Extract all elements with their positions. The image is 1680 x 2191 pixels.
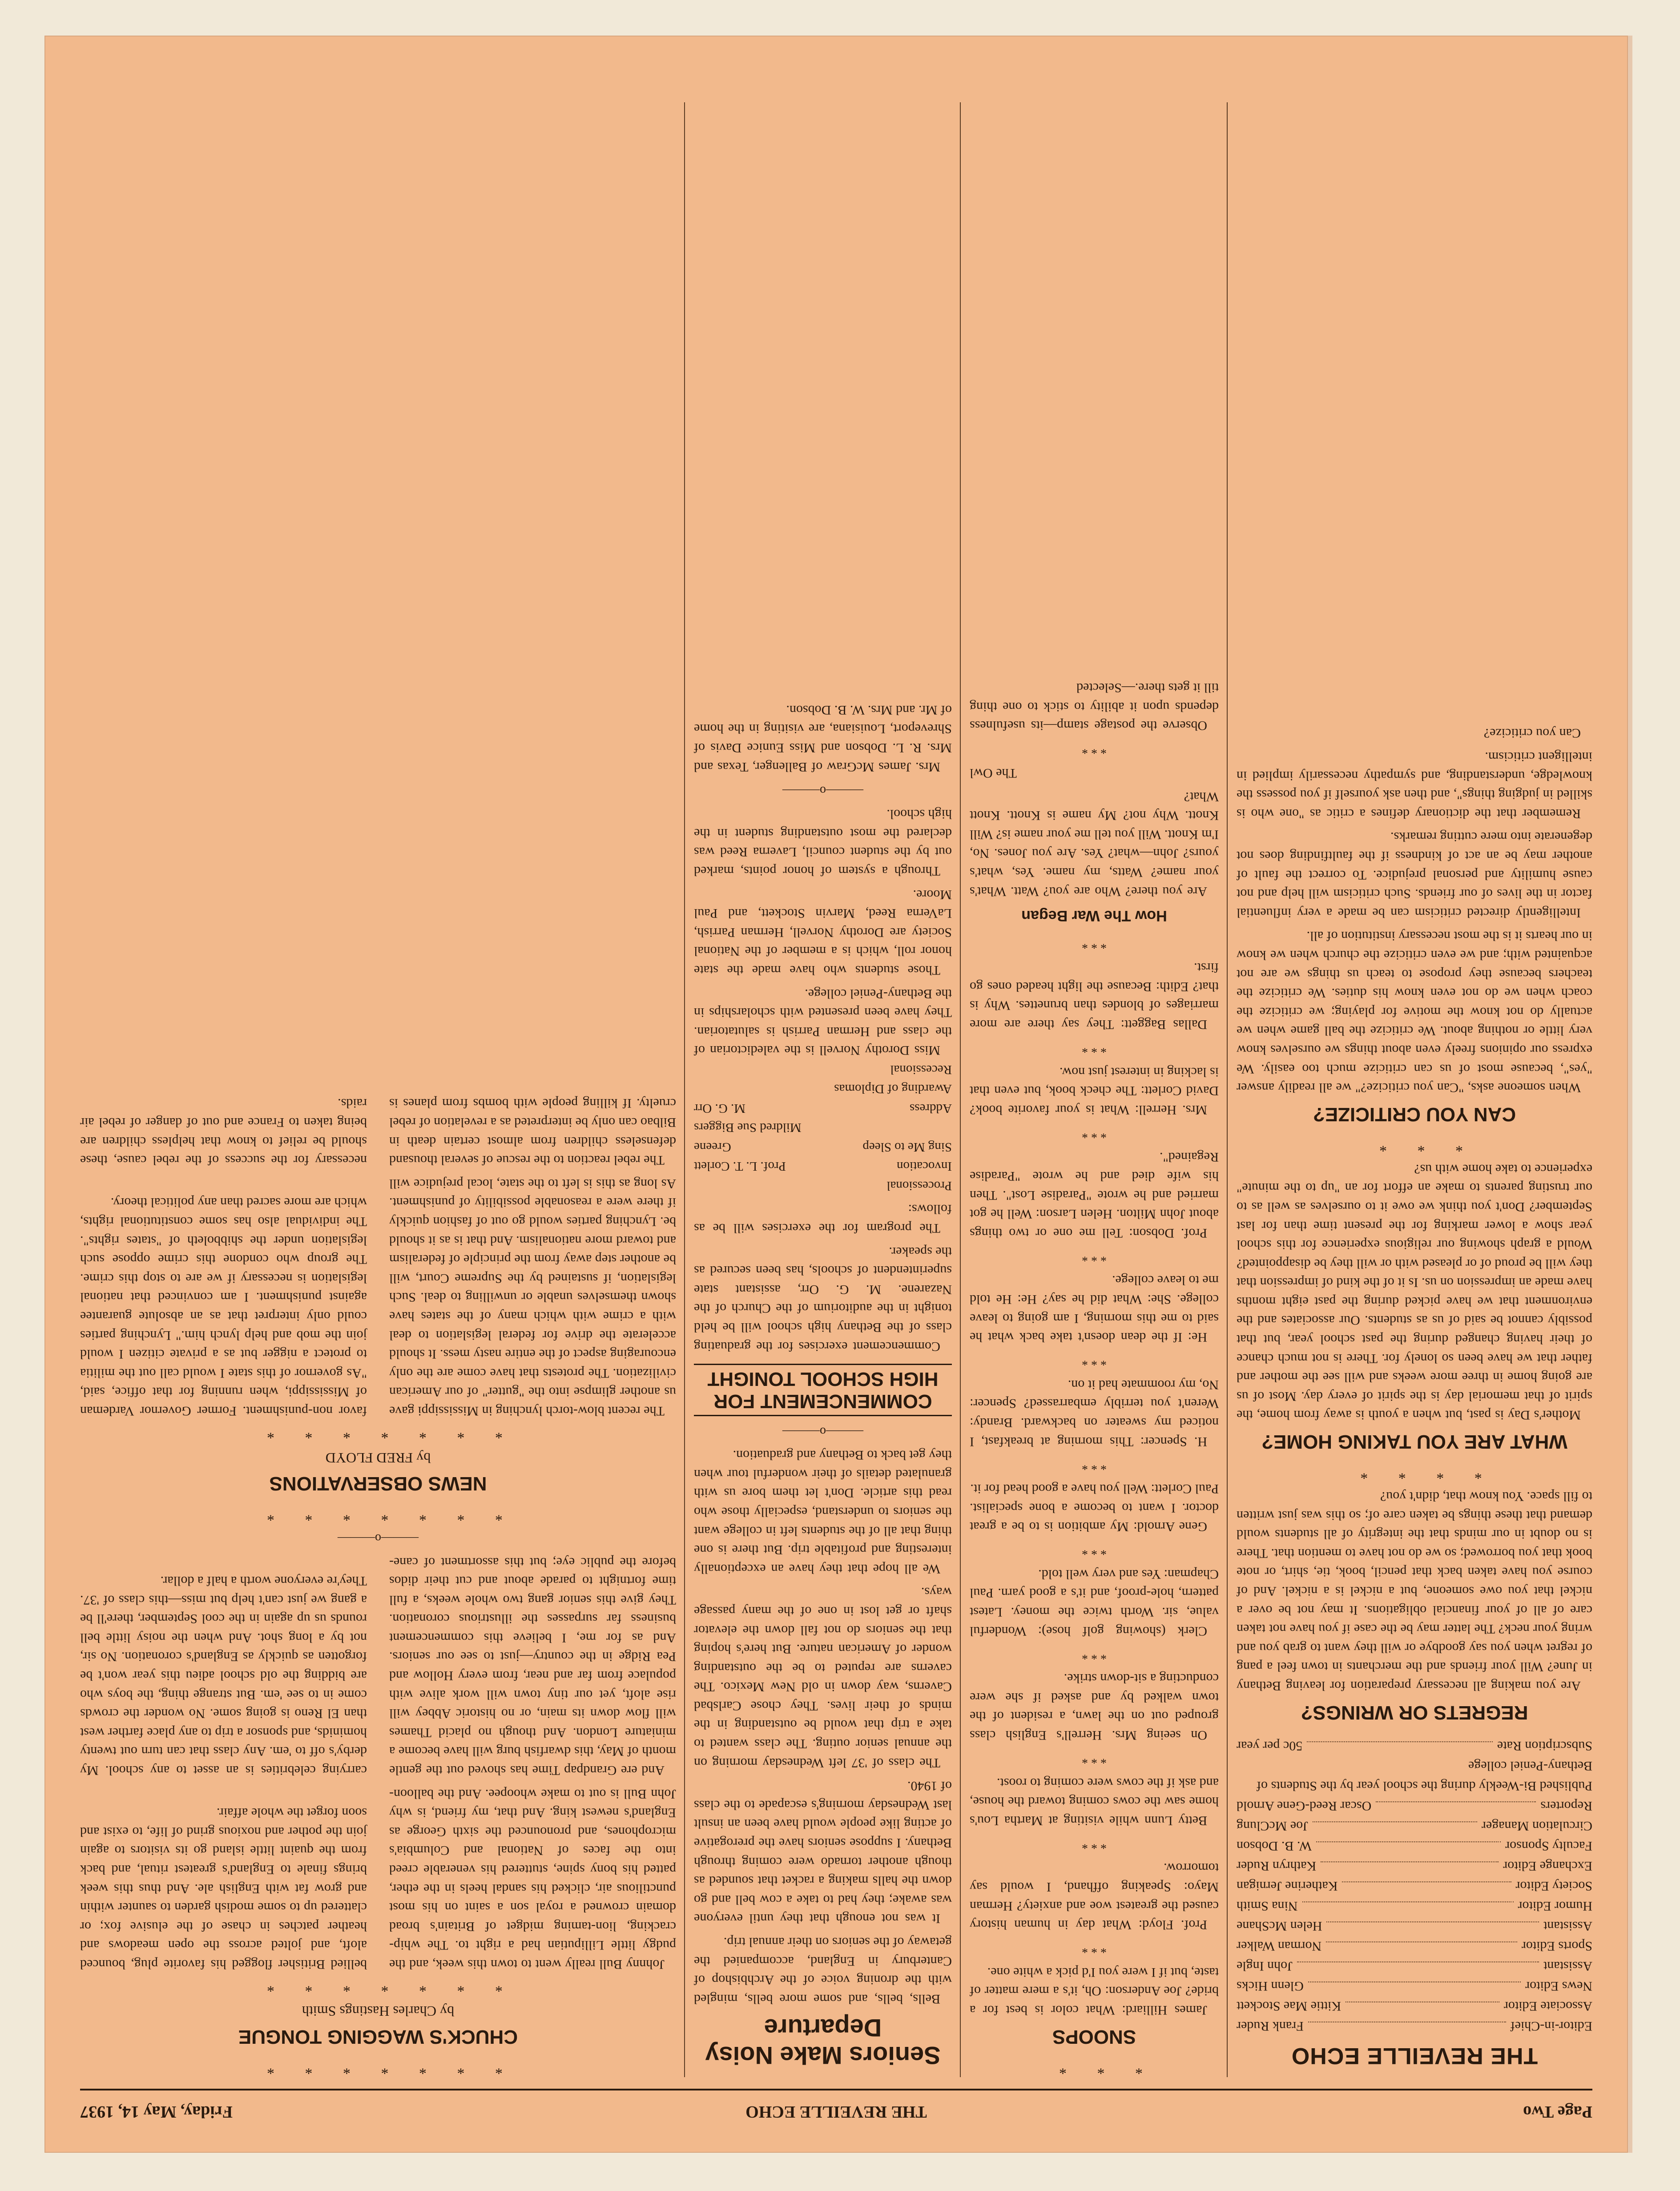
snoops-column: * * * SNOOPS James Hilliard: What color is best for a bride? Joe Anderson: Oh, it's a mere matter of taste, but if I were you I'd pick a white one. * * * Prof. Floyd: What day in human history caused the greatest woe and anxiety? Herman Mayo: Speaking offhand, I would say tomorrow. * * * Betty Lunn while visiting at Martha Lou's home saw the cows coming toward the house, and ask if the cows were coming to roost. * * * On seeing Mrs. Herrell's English class grouped out on the lawn, a resident of the town walked by and asked if she were conducting a sit-down strike. * * * Clerk (showing golf hose): Wonderful value, sir. Worth twice the money. Latest pattern, hole-proof, and it's a good yarn. Paul Chapman: Yes and very well told. * * * Gene Arnold: My ambition is to be a great doctor. I want to become a bone specialist. Paul Corlett: Well you have a good head for it. * * * H. Spencer: This morning at breakfast, I noticed my sweater on backward. Brandy: Weren't you terribly embarrassed? Spencer: No, my roommate had it on. * * * He: If the dean doesn't take back what he said to me this morning, I am going to leave college. She: What did he say? He: He told me to leave college. * * * Prof. Dobson: Tell me one or two things about John Milton. Helen Larson: Well he got married and he wrote "Paradise Lost". Then his wife died and he wrote "Paradise Regained". * * * Mrs. Herrell: What is your favorite book? David Corlett: The check book, but even that is lacking in interest just now. * * * Dallas Baggett: They say there are more marriages of blondes than brunettes. Why is that? Edith: Because the light headed ones go first. * * * How The War Began Are you there? Who are you? Watt. What's your name? Watts, my name. Yes, what's yours? John—what? Yes. Are you Jones. No, I'm Knott. Will you tell me your name is? Will Knott. Why not? My name is Knott. Knott What? The Owl * * * Observe the postage stamp—its usefulness depends upon it ability to stick to one thing till it gets there.—Selected xyxy=(970,89,1219,2082)
snoops-item: Betty Lunn while visiting at Martha Lou's home saw the cows coming toward the house, and ask if the cows were coming to roost. xyxy=(970,1775,1219,1828)
staff-name: W. B. Dobson xyxy=(1237,1839,1312,1853)
staff-row xyxy=(1237,1836,1592,1856)
staff-role: Sports Editor xyxy=(1521,1939,1592,1953)
taking-home-body: Mother's Day is past, but when a youth is away from home, the spirit of that memorial day is the spirit of every day. Most of us are going home in three more weeks and will see the mother and father that we have been so lonely for. There is not much chance of their having changed during the past school year, but that possibly cannot be said of us as students. Our associates and the environment that we have picked during the past eight months have made an impression on us. Is it of the kind of impression that they will be proud of or pleased with or will they be disappointed? Would a graph showing our religious experience for this school year show a lower marking for the present time than for last September? Don't you think we owe it to ourselves as well as to our trusting parents to make an effort for an "up to the minute" experience to take home with us? xyxy=(1237,1161,1592,1423)
staff-role: Humor Editor xyxy=(1518,1899,1592,1913)
snoops-item: Prof. Floyd: What day in human history caused the greatest woe and anxiety? Herman Mayo: Speaking offhand, I would say tomorrow. xyxy=(970,1861,1219,1933)
taking-home-headline: WHAT ARE YOU TAKING HOME? xyxy=(1261,1431,1567,1453)
program-item: Awarding of Diplomas xyxy=(834,1082,952,1096)
issue-date: Friday, May 14, 1937 xyxy=(80,2102,233,2121)
staff-name: Katherine Jernigan xyxy=(1237,1879,1338,1893)
staff-row xyxy=(1237,1856,1592,1876)
snoops-item: Dallas Baggett: They say there are more marriages of blondes than brunettes. Why is that? Edith: Because the light headed ones go first. xyxy=(970,960,1219,1032)
war-body: Are you there? Who are you? Watt. What's your name? Watts, my name. Yes, what's yours? John—what? Yes. Are you Jones. No, I'm Knott. Will you tell me your name is? Will Knott. Why not? My name is Knott. Knott What? xyxy=(970,789,1219,899)
criticize-body: Remember that the dictionary defines a critic as "one who is skilled in judging things", and then ask yourself if you possess the knowledge, understanding, and sympathy necessarily implied in intelligent criticism. xyxy=(1237,749,1592,821)
section-stars: * * * * xyxy=(1347,1466,1482,1482)
commencement-body: Those students who have made the state honor roll, which is a member of the National Society are Dorothy Norvell, Herman Parrish, LaVerna Reed, Marvin Stockett, and Paul Moore. xyxy=(694,887,952,978)
criticize-body: Intelligently directed criticism can be made a very influential factor in the lives of our friends. Such criticism will help and not cause humility and personal prejudice. To correct the fault of another may be an act of kindness if the faultfinding does not degenerate into mere cutting remarks. xyxy=(1237,830,1592,920)
staff-row xyxy=(1237,1816,1592,1836)
subscription-value: 50c per year xyxy=(1237,1739,1303,1753)
staff-name: Helen McShane xyxy=(1237,1919,1322,1933)
staff-role: Exchange Editor xyxy=(1503,1859,1592,1873)
program-list xyxy=(694,1059,952,1195)
editorial-column xyxy=(1237,89,1592,2082)
opinion-columns xyxy=(80,89,676,2082)
staff-role: Assistant xyxy=(1543,1919,1592,1933)
news-obs-byline: by FRED FLOYD xyxy=(325,1450,431,1466)
running-title: THE REVEILLE ECHO xyxy=(745,2102,927,2121)
section-stars: * * * xyxy=(1366,1138,1463,1155)
chuck-body: And ere Grandpap Time has shoved out the gentle month of May, this dwarfish burg will have become a miniature London. And though no placid Thames will flow down its main, or no historic Abbey will rise aloft, yet our tiny town will work alive with populace from far and near, from every Hollow and Pea Ridge in the country—just to see our seniors. And as for me, I believe this commencement business far surpasses the illustrious coronation. They give this senior gang two whole weeks, a full time fortnight to parade about and cut their didos before the public eye; but this assortment of cane-carrying celebrities is an asset to any school. My derby's off to 'em. Any class that can turn out twenty hominids, and sponsor a trip to any place farther west than El Reno is going some. No wonder the crowds come in to see 'em. But strange thing, the boys who are bidding the old school adieu this year won't be forgotten as quickly as England's coronation. No sir, not by a long shot. And when the noisy little bell rounds us up again in the cool September, there'll be a gang we just can't help but miss—this class of '37. They're everyone worth a half a dollar. xyxy=(80,1555,676,1778)
staff-role: Society Editor xyxy=(1515,1879,1592,1893)
snoops-item: Gene Arnold: My ambition is to be a great doctor. I want to become a bone specialist. Paul Corlett: Well you have a good head for it. xyxy=(970,1482,1219,1535)
staff-row xyxy=(1237,2016,1592,2036)
postage-filler: Observe the postage stamp—its usefulness depends upon it ability to stick to one thing till it gets there.—Selected xyxy=(970,681,1219,733)
staff-name: Kittie Mae Stockett xyxy=(1237,1999,1341,2014)
staff-name: Glenn Hicks xyxy=(1237,1979,1304,1994)
section-stars: * * * * * * * xyxy=(254,1425,503,1442)
subscription-label: Subscription Rate xyxy=(1497,1739,1592,1753)
page-folio xyxy=(80,2095,1592,2122)
section-stars: * * * xyxy=(1046,2061,1143,2077)
staff-row xyxy=(1237,1996,1592,2016)
newspaper-page xyxy=(44,36,1628,2153)
staff-list xyxy=(1237,1736,1592,2036)
commencement-body: Miss Dorothy Norvell is the valedictorian of the class and Herman Parrish is salutatorian. They have been presented with scholarships in the Bethany-Peniel college. xyxy=(694,986,952,1058)
separator: ———o——— xyxy=(782,783,863,797)
staff-name: Joe McClung xyxy=(1237,1819,1308,1833)
page-number: Page Two xyxy=(1523,2102,1592,2121)
snoops-item: Clerk (showing golf hose): Wonderful value, sir. Worth twice the money. Latest pattern, hole-proof, and it's a good yarn. Paul Chapman: Yes and very well told. xyxy=(970,1567,1219,1639)
staff-row xyxy=(1237,1916,1592,1936)
staff-role: Associate Editor xyxy=(1503,1999,1592,2014)
staff-name: Oscar Reed-Gene Arnold xyxy=(1237,1799,1372,1813)
commencement-headline: COMMENCEMENT FOR HIGH SCHOOL TONIGHT xyxy=(694,1364,952,1416)
staff-masthead: THE REVEILLE ECHO xyxy=(1291,2043,1538,2069)
war-headline: How The War Began xyxy=(1021,907,1167,924)
staff-row xyxy=(1237,1796,1592,1816)
snoops-item: Mrs. Herrell: What is your favorite book? David Corlett: The check book, but even that is lacking in interest just now. xyxy=(970,1064,1219,1117)
snoops-item: On seeing Mrs. Herrell's English class grouped out on the lawn, a resident of the town walked by and asked if she were conducting a sit-down strike. xyxy=(970,1671,1219,1743)
snoops-item: He: If the dean doesn't take back what he said to me this morning, I am going to leave college. She: What did he say? He: He told me to leave college. xyxy=(970,1273,1219,1345)
staff-name: John Ingle xyxy=(1237,1959,1293,1974)
news-column xyxy=(694,89,952,2082)
chuck-headline: CHUCK'S WAGGING TONGUE xyxy=(238,2026,518,2048)
snoops-item: H. Spencer: This morning at breakfast, I noticed my sweater on backward. Brandy: Weren't you terribly embarrassed? Spencer: No, my roommate had it on. xyxy=(970,1377,1219,1449)
staff-row xyxy=(1237,1956,1592,1976)
staff-role: Circulation Manager xyxy=(1481,1819,1592,1833)
separator: ———o——— xyxy=(782,1424,863,1438)
regrets-headline: REGRETS OR WRINGS? xyxy=(1301,1702,1528,1724)
criticize-headline: CAN YOU CRITICIZE? xyxy=(1313,1104,1516,1126)
column-rule xyxy=(960,102,961,2077)
staff-role: Editor-in-Chief xyxy=(1510,2019,1592,2034)
snoops-item: James Hilliard: What color is best for a bride? Joe Anderson: Oh, it's a mere matter of taste, but if I were you I'd pick a white one. xyxy=(970,1965,1219,2018)
snoops-headline: SNOOPS xyxy=(1052,2026,1136,2048)
seniors-body: We all hope that they have an exceptionally interesting and profitable trip. But there is one thing that all of the students left in college want the seniors to understand, especially those who read this article. Don't let them bore us with granulated details of their wonderful tour when they get back to Bethany and graduation. xyxy=(694,1448,952,1576)
staff-name: Norman Walker xyxy=(1237,1939,1322,1953)
program-item: Recessional xyxy=(890,1062,952,1077)
chuck-byline: by Charles Hastings Smith xyxy=(302,2003,455,2019)
commencement-body: Commencement exercises for the graduating class of the Bethany high school will be held tonight in the auditorium of the Church of the Nazarene. M. G. Orr, assistant state superintendent of schools, has been secured as the speaker. xyxy=(694,1244,952,1354)
column-rule xyxy=(684,102,685,2077)
criticize-body: Can you criticize? xyxy=(1483,726,1581,741)
subscription-rate xyxy=(1237,1736,1592,1756)
staff-row xyxy=(1237,1976,1592,1996)
program-item: Sing Me to Sleep Greene xyxy=(694,1140,952,1154)
folio-rule xyxy=(80,2089,1592,2090)
staff-name: Nina Smith xyxy=(1237,1899,1298,1913)
snoops-signature: The Owl xyxy=(970,766,1017,781)
seniors-headline: Seniors Make Noisy Departure xyxy=(705,2014,941,2070)
program-item: Address M. G. Orr xyxy=(694,1101,952,1116)
staff-row xyxy=(1237,1896,1592,1916)
program-item: Processional xyxy=(886,1178,952,1193)
regrets-body: Are you making all necessary preparation for leaving Bethany in June? Will your friends and the merchants in town feel a pang of regret when you say goodbye or will they want to grab you and wring your neck? The latter may be the case if you have not taken care of all of your financial obligations. It may not be over a nickel that you owe someone, but a nickel is a nickel. And of course you have taken back that pencil, book, tie, shirt, or note book that you borrowed; so we do not have to mention that. There is no doubt in our minds that the integrity of all students would demand that these things be taken care of; so this was just written to fill space. You know that, didn't you? xyxy=(1237,1489,1592,1693)
publication-note: Published Bi-Weekly during the school year by the Students of Bethany-Peniel college xyxy=(1257,1759,1592,1793)
commencement-body: The program for the exercises will be as follows: xyxy=(694,1202,952,1236)
section-stars: * * * * * * * xyxy=(254,2061,503,2077)
staff-role: Faculty Sponsor xyxy=(1505,1839,1592,1853)
section-stars: * * * * * * * xyxy=(254,1507,503,1524)
news-obs-body: The recent blow-torch lynching in Mississippi gave us another glimpse into the "gutter" of our American civilization. The protests that have come are the only encouraging aspect of the entire nasty mess. It should accelerate the drive for federal legislation to deal with a crime with which many of the states have shown themselves unable or unwilling to deal. Such legislation, if sustained by the Supreme Court, will be another step away from the principle of federalism and toward more nationalism. And that is as it should be. Lynching parties would go out of fashion quickly if there were a reasonable possibility of punishment. As long as this is left to the state, local prejudice will favor non-punishment. Former Governor Vardeman of Mississippi, when running for that office, said, "As governor of this state I would call out the militia to protect a nigger but as a private citizen I would join the mob and help lynch him." Lynching parties could only interpret that as an absolute guarantee against punishment. I am convinced that national legislation is necessary if we are to stop this crime. The group who condone this crime oppose such legislation under the shibboleth of "states rights". The individual also has some constitutional rights, which are more sacred than any political theory. xyxy=(80,1176,676,1418)
program-item: Invocation Prof. L. T. Corlett xyxy=(694,1159,952,1174)
social-note: Mrs. James McGraw of Ballenger, Texas and Mrs. R. L. Dobson and Miss Eunice Davis of Shreveport, Louisiana, are visiting in the home of Mr. and Mrs. W. B. Dobson. xyxy=(694,702,952,774)
news-obs-body: The rebel reaction to the rescue of several thousand defenseless children from almost certain death in Bilbao can only be interpreted as a revelation of rebel cruelty. If killing people with bombs from planes is necessary for the success of the rebel cause, these should be relief to know that helpless children are being taken to France and out of danger of rebel air raids. xyxy=(80,1096,676,1168)
staff-row xyxy=(1237,1936,1592,1956)
staff-role: Assistant xyxy=(1543,1959,1592,1974)
section-stars: * * * * * * * xyxy=(254,1978,503,1995)
separator: ———o——— xyxy=(338,1531,419,1545)
program-item: Mildred Sue Biggers xyxy=(694,1120,802,1135)
staff-role: Reporters xyxy=(1540,1799,1592,1813)
staff-name: Frank Ruder xyxy=(1237,2019,1304,2034)
seniors-body: It was not enough that they until everyone was awake; they had to take a cow bell and go down the halls making a racket that sounded as though another tornado were coming through Bethany. I suppose seniors have the prerogative of acting like people would have been an insult last Wednesday morning's escapade to the class of 1940. xyxy=(694,1779,952,1926)
commencement-body: Through a system of honor points, marked out by the student council, Laverna Reed was declared the most outstanding student in the high school. xyxy=(694,807,952,878)
column-rule xyxy=(1227,102,1228,2077)
snoops-item: Prof. Dobson: Tell me one or two things about John Milton. Helen Larson: Well he got married and he wrote "Paradise Lost". Then his wife died and he wrote "Paradise Regained". xyxy=(970,1150,1219,1240)
newspaper-sheet xyxy=(44,36,1632,2153)
news-obs-headline: NEWS OBSERVATIONS xyxy=(269,1472,487,1494)
seniors-body: Bells, bells, and some more bells, mingled with the droning voice of the Archbishop of Canterbury in England, accompanied the getaway of the seniors on their annual trip. xyxy=(694,1935,952,2006)
chuck-body: Johnny Bull really went to town this week, and the pudgy little Lilliputian had a right to. The whip-cracking, lion-taming midget of Britain's broad domain crowned a royal son a saint on his most punctilious air, clicked his sandal heels in the ether, patted his bony spine, stuttered his venerable creed into the faces of National and Columbia's microphones, and pronounced the sixth George as England's newest king. And that, my friend, is why John Bull is out to make whoopee. And the balloon-bellied Britisher flogged his favorite plug, bounced aloft, and jolted across the open meadows and heather patches in chase of the elusive fox; or clattered up to some modish garden to saunter within and grow fat with English ale. And thus this week brings finale to England's greatest ritual, and back from the quaint little island go its visitors to again join the pother and noxious grind of life, to exist and soon forget the whole affair. xyxy=(80,1786,676,1972)
criticize-body: When someone asks, "Can you criticize?" we all readily answer "yes", because most of us can criticize much too easily. We express our opinions freely even about things we ourselves know very little or nothing about. We criticize the ball game when we actually do not know the motive for playing; we criticize the coach when we do not even know his duties. We criticize the teachers because they propose to teach us things we are not acquainted with; and we even criticize the church when we know in our hearts it is the most necessary institution of all. xyxy=(1237,929,1592,1096)
staff-role: News Editor xyxy=(1525,1979,1592,1994)
staff-row xyxy=(1237,1876,1592,1896)
staff-name: Kathryn Ruder xyxy=(1237,1859,1317,1873)
seniors-body: The class of '37 left Wednesday morning on the annual senior outing. The class wanted to take a trip that would be outstanding in the minds of their lives. They chose Carlsbad Caverns, way down in old New Mexico. The caverns are reputed to be the outstanding wonder of American nature. But here's hoping that the seniors do not fall down the elevator shaft or get lost in one of the many passage ways. xyxy=(694,1585,952,1770)
